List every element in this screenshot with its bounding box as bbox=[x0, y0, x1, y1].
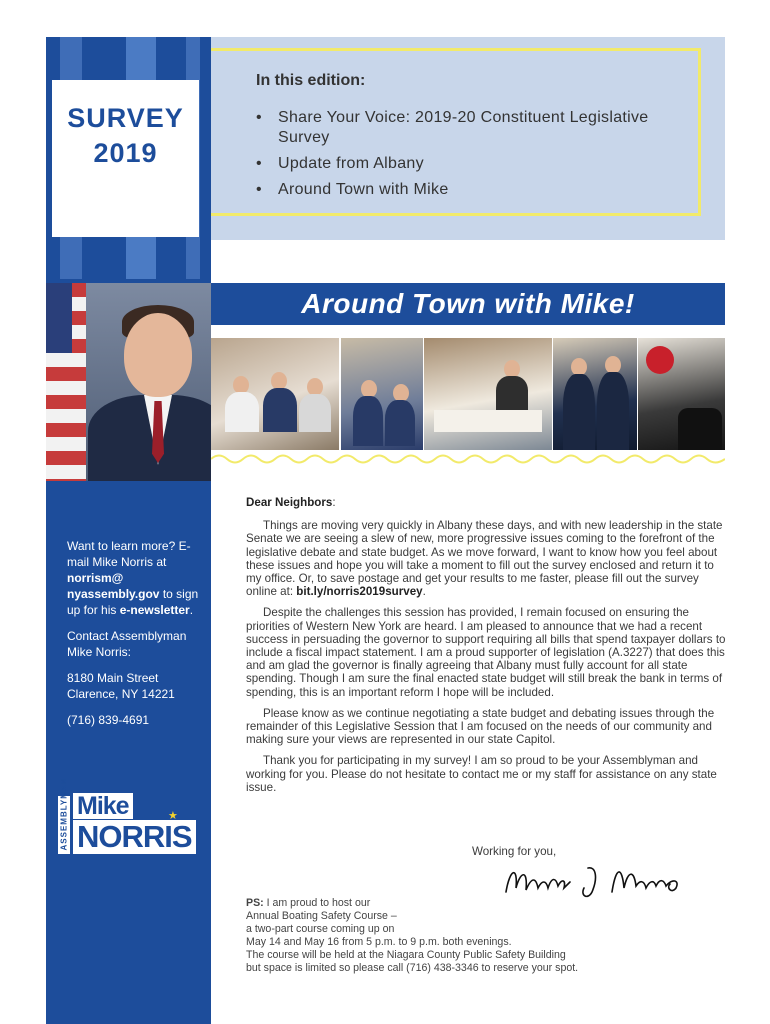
event-photo bbox=[424, 338, 552, 450]
letter-closing: Working for you, bbox=[472, 845, 557, 858]
logo-vertical-label: ASSEMBLYMAN bbox=[58, 796, 70, 854]
email-address: norrism@ nyassembly.gov bbox=[67, 571, 160, 601]
event-photo bbox=[553, 338, 637, 450]
logo-first-name: Mike bbox=[73, 793, 133, 819]
portrait-photo bbox=[46, 283, 211, 481]
mailing-address: 8180 Main Street Clarence, NY 14221 bbox=[67, 671, 175, 701]
letter-paragraph: Please know as we continue negotiating a state budget and debating issues through the remainder of this Legislative Session that I am focused on the needs of our community and making sure your views are represented in our state Capitol. bbox=[246, 706, 715, 747]
signature-mark bbox=[500, 858, 700, 902]
ps-label: PS: bbox=[246, 897, 264, 909]
event-photos-strip bbox=[211, 338, 725, 450]
edition-item: • Around Town with Mike bbox=[256, 180, 696, 200]
event-photo bbox=[341, 338, 423, 450]
contact-heading: Contact Assemblyman Mike Norris: bbox=[67, 629, 187, 659]
wavy-divider bbox=[211, 450, 725, 468]
letter-body bbox=[246, 496, 726, 802]
survey-year-box bbox=[52, 80, 199, 237]
edition-heading: In this edition: bbox=[256, 72, 366, 89]
contact-sidebar bbox=[67, 538, 207, 738]
around-town-banner: Around Town with Mike! bbox=[211, 283, 725, 325]
event-photo bbox=[638, 338, 725, 450]
newsletter-signup-text: Want to learn more? E-mail Mike Norris at norrism@ nyassembly.gov to sign up for his e-newsletter. bbox=[67, 539, 199, 617]
letter-paragraph: Despite the challenges this session has provided, I remain focused on ensuring the priorities of Western New York are heard. I am pleased to announce that we had a recent success in persuading the governor to support requiring all bills that spend taxpayer dollars to include a fiscal impact statement. I am a proud supporter of legislation (A.3227) that does this and am glad the governor is finally agreeing that Albany must fully account for all state spending. Though I am sure the final enacted state budget will still break the bank in terms of spending, this is an important reform I hope will be included. bbox=[246, 606, 726, 699]
edition-item: • Update from Albany bbox=[256, 154, 696, 174]
letter-paragraph: Things are moving very quickly in Albany these days, and with new leadership in the state Senate we are seeing a slew of new, more progressive issues coming to the forefront of the legislative debate and state budget. As we move forward, I want to know how you feel about these issues and hope you will take a moment to fill out the survey enclosed and return it to my office. Or, to save postage and get your results to me faster, please fill out the survey online at: bit.ly/norris2019survey. bbox=[246, 519, 723, 599]
edition-item: • Share Your Voice: 2019-20 Constituent Legislative Survey bbox=[256, 108, 696, 148]
logo-last-name: NORRIS bbox=[73, 820, 196, 854]
edition-list bbox=[256, 108, 696, 206]
newsletter-label: e-newsletter bbox=[119, 603, 190, 617]
survey-title: SURVEY bbox=[67, 103, 184, 133]
phone-number: (716) 839-4691 bbox=[67, 713, 150, 727]
event-photo bbox=[211, 338, 339, 450]
salutation: Dear Neighbors: bbox=[246, 496, 336, 509]
survey-year: 2019 bbox=[93, 138, 158, 168]
postscript: PS: I am proud to host our Annual Boating Safety Course – a two-part course coming up on May 14 and May 16 from 5 p.m. to 9 p.m. both evenings. The course will be held at the Niagara County Public Safety Building but space is limited so please call (716) 438-3346 to reserve your spot. bbox=[246, 897, 579, 974]
letter-paragraph: Thank you for participating in my survey! I am so proud to be your Assemblyman and working for you. Please do not hesitate to contact me or my staff for assistance on any state issue. bbox=[246, 754, 717, 794]
survey-link: bit.ly/norris2019survey bbox=[296, 585, 423, 599]
star-icon: ★ bbox=[168, 810, 178, 822]
